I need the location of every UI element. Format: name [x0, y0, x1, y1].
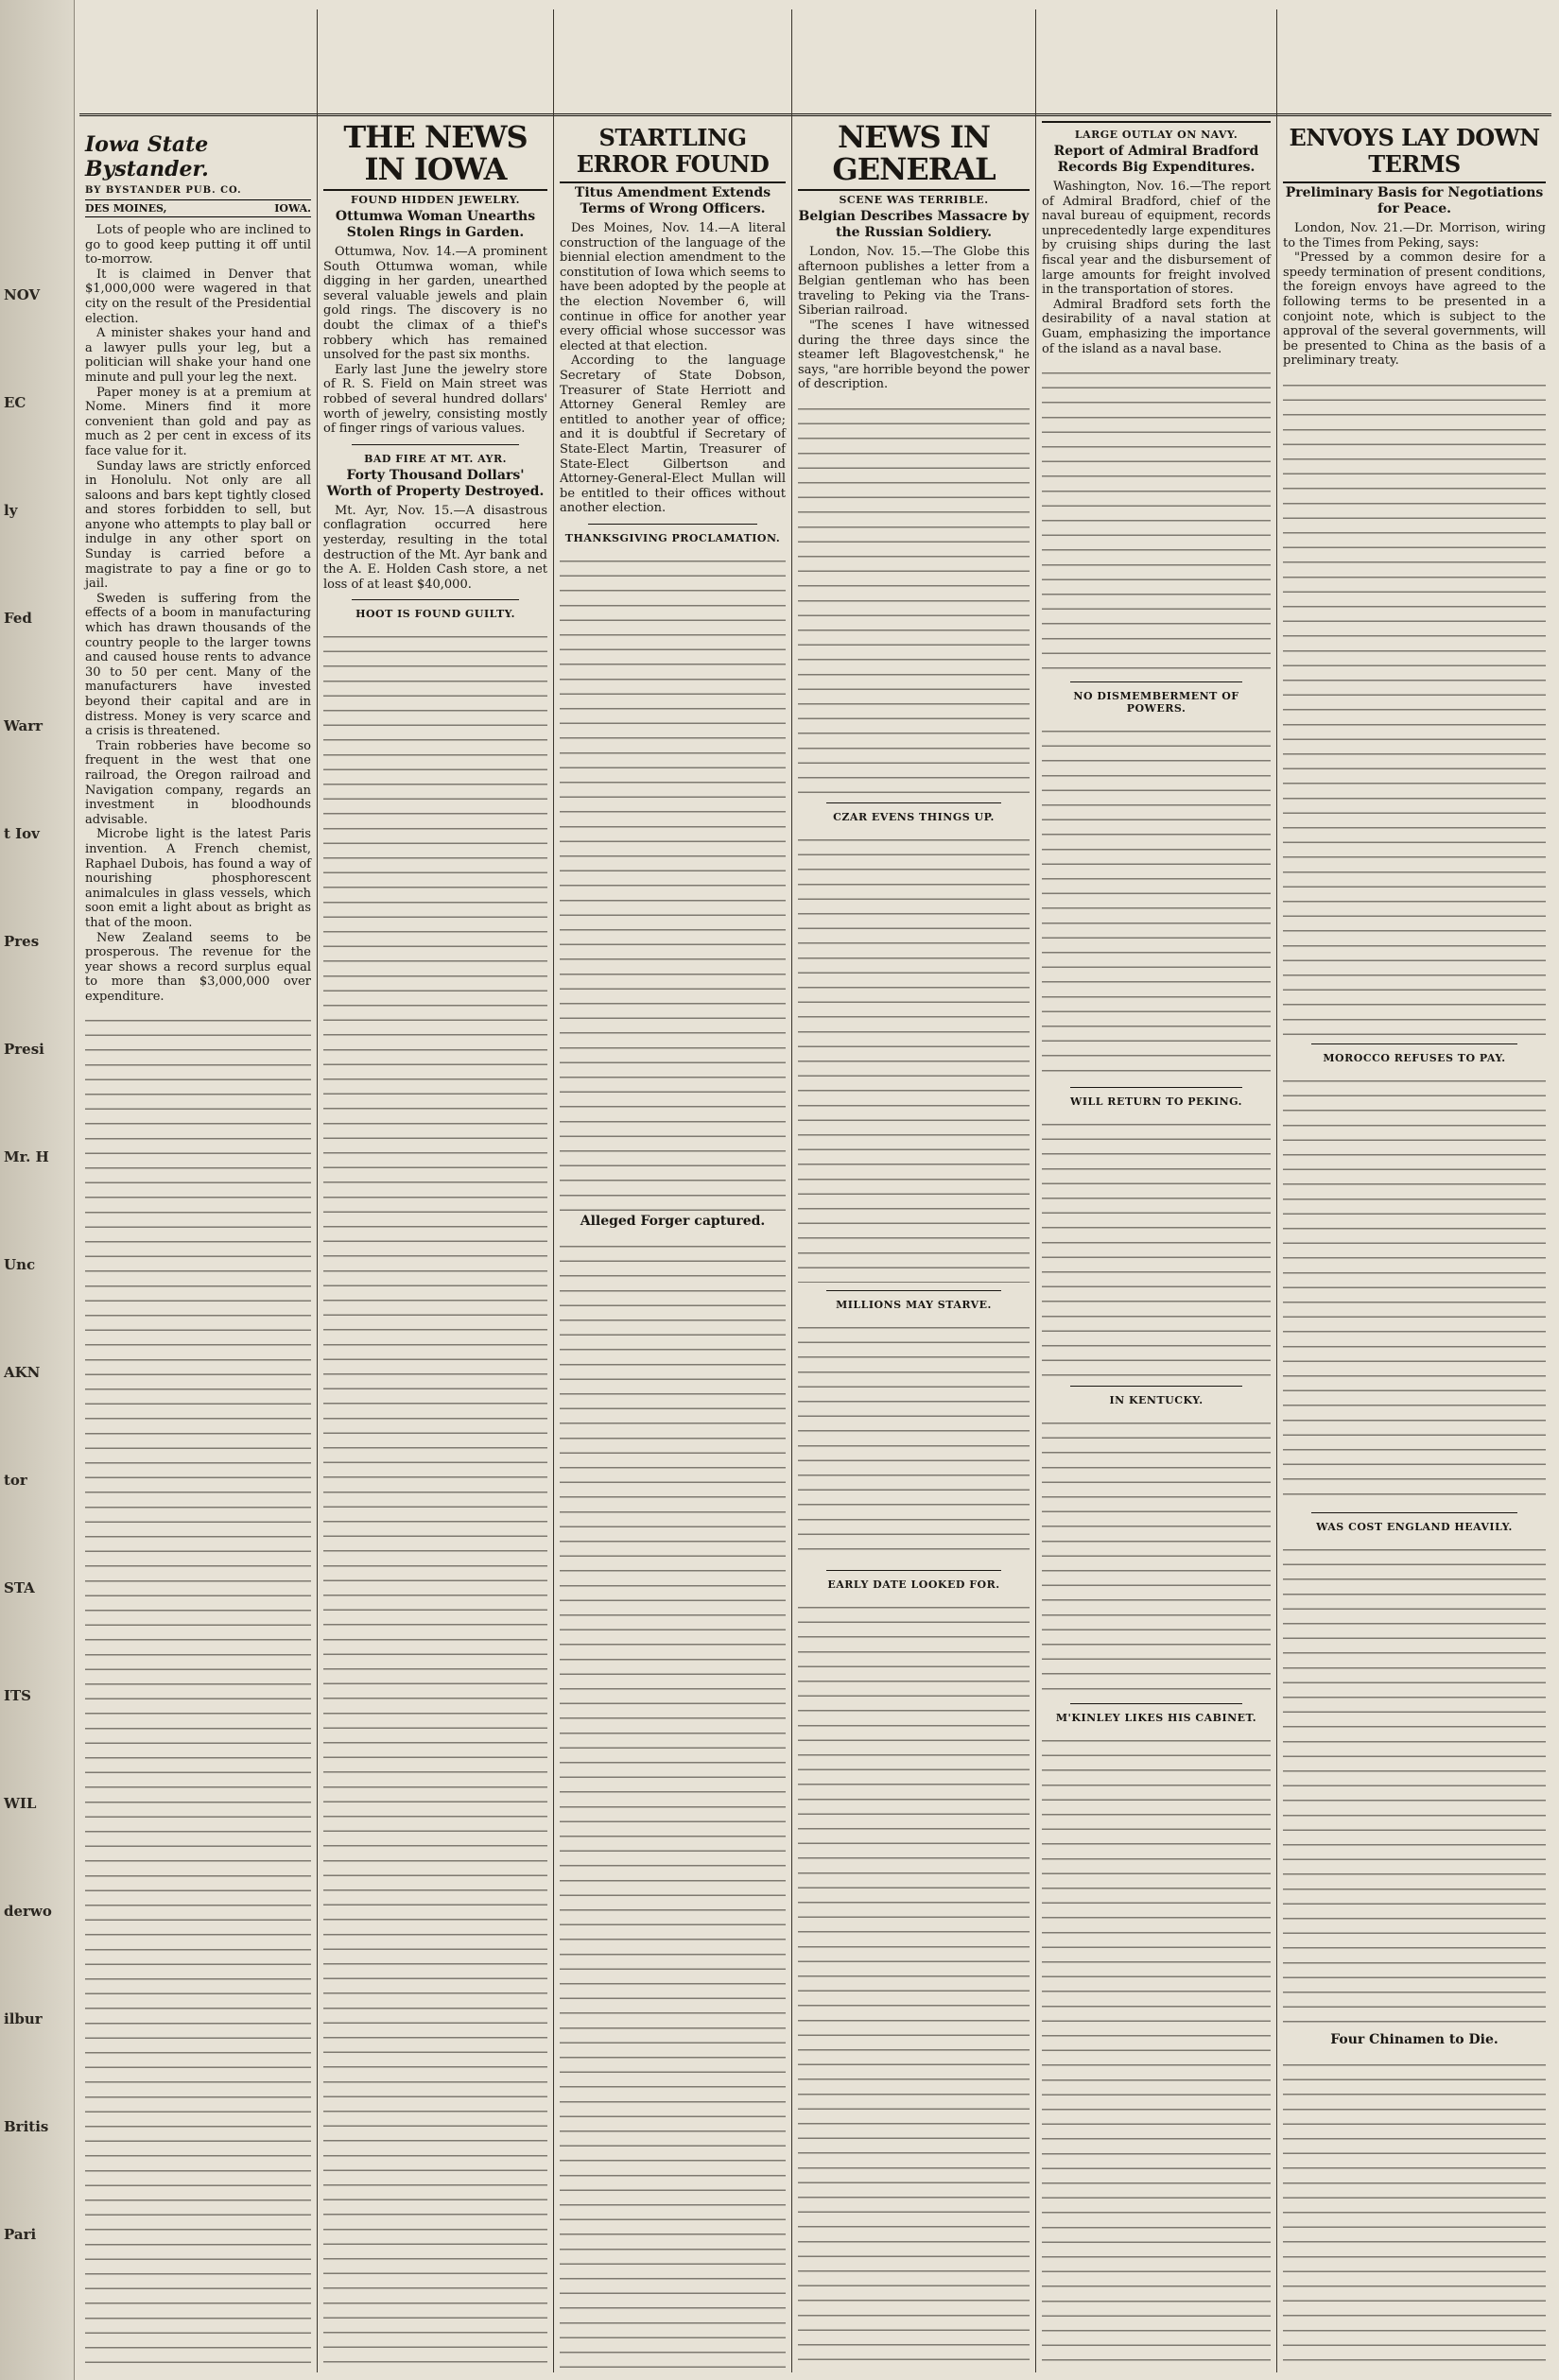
paragraph: London, Nov. 15.—The Globe this afternoon publishes a letter from a Belgian gentleman who has been traveling to Peking via the Trans-Siberian railroad. — [798, 245, 1030, 319]
columns — [79, 9, 1551, 2372]
edge-fragment: Britis — [4, 2118, 49, 2135]
paragraph: Train robberies have become so frequent in the west that one railroad, the Oregon railroad and Navigation company, regards an investment in bloodhounds advisable. — [85, 738, 311, 827]
edge-fragment: Pari — [4, 2226, 37, 2243]
illegible-text — [798, 829, 1030, 1283]
top-strip — [792, 9, 1035, 116]
masthead: Iowa State Bystander. — [85, 132, 209, 181]
paragraph: "The scenes I have witnessed during the three days since the steamer left Blagovestchensk," he says, "are horrible beyond the power of description. — [798, 318, 1030, 392]
illegible-text — [1283, 374, 1546, 1036]
paragraph: London, Nov. 21.—Dr. Morrison, wiring to the Times from Peking, says: — [1283, 221, 1546, 250]
paragraph: Early last June the jewelry store of R. S. Field on Main street was robbed of several hundred dollars' worth of jewelry, consisting mostly of finger rings of various values. — [323, 362, 547, 437]
paragraph: Des Moines, Nov. 14.—A literal construction of the language of the biennial election amendment to the constitution of Iowa which seems to have been adopted by the people at the election November 6, will continue in office for another year every official whose successor was elected at that election. — [560, 221, 786, 354]
paragraph: Paper money is at a premium at Nome. Miners find it more convenient than gold and pay as much as 2 per cent in excess of its face value for it. — [85, 385, 311, 458]
subheading: NO DISMEMBERMENT OF POWERS. — [1073, 690, 1239, 716]
paragraph: "Pressed by a common desire for a speedy termination of present conditions, the foreign envoys have agreed to the following terms to be presented in a conjoint note, which is subject to the approval of the several governments, will be presented to China as the basis of a preliminary treaty. — [1283, 250, 1546, 369]
subheading: IN KENTUCKY. — [1109, 1394, 1204, 1407]
paragraph: It is claimed in Denver that $1,000,000 were wagered in that city on the result of the Presidential election. — [85, 267, 311, 326]
headline: STARTLING ERROR FOUND — [560, 125, 786, 183]
edge-fragment: Unc — [4, 1256, 36, 1273]
deck: Forty Thousand Dollars' Worth of Property Destroyed. — [326, 467, 545, 499]
subheading: THANKSGIVING PROCLAMATION. — [564, 531, 781, 544]
divider — [352, 444, 519, 445]
illegible-text — [560, 550, 786, 1212]
subheading: M'KINLEY LIKES HIS CABINET. — [1055, 1712, 1257, 1725]
deck: Preliminary Basis for Negotiations for Peace. — [1285, 185, 1544, 216]
state: IOWA. — [274, 202, 311, 215]
illegible-text — [560, 1235, 786, 2372]
divider — [1311, 1043, 1517, 1044]
divider — [1070, 1386, 1242, 1387]
subheading: BAD FIRE AT MT. AYR. — [364, 452, 507, 465]
illegible-text — [1283, 2054, 1546, 2372]
illegible-text — [1042, 1113, 1271, 1378]
edge-fragment: EC — [4, 394, 26, 411]
deck: Alleged Forger captured. — [580, 1213, 766, 1229]
dateline — [85, 199, 311, 217]
divider — [1311, 1512, 1517, 1513]
headline: NEWS IN GENERAL — [798, 121, 1030, 191]
subheading: MILLIONS MAY STARVE. — [836, 1298, 992, 1311]
illegible-text — [85, 1009, 311, 2372]
edge-fragment: derwo — [4, 1903, 52, 1920]
subheading: CZAR EVENS THINGS UP. — [833, 810, 995, 823]
top-strip — [79, 9, 317, 116]
column-1 — [79, 9, 318, 2372]
deck: Four Chinamen to Die. — [1330, 2031, 1498, 2047]
paragraph: Admiral Bradford sets forth the desirability of a naval station at Guam, emphasizing the importance of the island as a naval base. — [1042, 297, 1271, 356]
deck: Belgian Describes Massacre by the Russian Soldiery. — [798, 209, 1030, 240]
paragraph: According to the language Secretary of State Dobson, Treasurer of State Herriott and Attorney General Remley are entitled to another year of office; and it is doubtful if Secretary of State-Elect Martin, Treasurer of State-Elect Gilbertson and Attorney-General-Elect Mullan will be entitled to their offices without another election. — [560, 354, 786, 516]
illegible-text — [1042, 362, 1271, 674]
paragraph: Mt. Ayr, Nov. 15.—A disastrous conflagration occurred here yesterday, resulting in the total destruction of the Mt. Ayr bank and the A. E. Holden Cash store, a net loss of at least $40,000. — [323, 503, 547, 592]
divider — [826, 1290, 1001, 1291]
edge-fragment: ilbur — [4, 2010, 43, 2027]
edge-fragment: ITS — [4, 1687, 32, 1704]
edge-fragment: Fed — [4, 610, 32, 627]
edge-fragment: t Iov — [4, 825, 40, 842]
top-strip — [1036, 9, 1276, 116]
paragraph: New Zealand seems to be prosperous. The revenue for the year shows a record surplus equal to more than $3,000,000 over expenditure. — [85, 930, 311, 1004]
subheading: WILL RETURN TO PEKING. — [1070, 1095, 1242, 1109]
subheading: EARLY DATE LOOKED FOR. — [827, 1578, 1000, 1591]
column-3 — [554, 9, 792, 2372]
paragraph: Ottumwa, Nov. 14.—A prominent South Ottumwa woman, while digging in her garden, unearthed several valuable jewels and plain gold rings. The discovery is no doubt the climax of a thief's robbery which has remained unsolved for the past six months. — [323, 245, 547, 363]
edge-fragment: Pres — [4, 933, 40, 950]
paragraph: Sunday laws are strictly enforced in Honolulu. Not only are all saloons and bars kept tightly closed and stores forbidden to sell, but anyone who attempts to play ball or indulge in any other sport on Sunday is carried before a magistrate to pay a fine or go to jail. — [85, 458, 311, 592]
column-2 — [318, 9, 554, 2372]
edge-fragment: Mr. H — [4, 1148, 49, 1165]
divider — [1070, 1703, 1242, 1704]
paragraph: Washington, Nov. 16.—The report of Admiral Bradford, chief of the naval bureau of equipment, records unprecedentedly large expenditures by cruising ships during the last fiscal year and the disbursement of large amounts for freight involved in the transportation of stores. — [1042, 180, 1271, 298]
illegible-text — [1042, 1412, 1271, 1696]
illegible-text — [1283, 1539, 1546, 2030]
city: DES MOINES, — [85, 202, 167, 215]
column-4 — [792, 9, 1036, 2372]
divider — [1070, 1087, 1242, 1088]
subheading: FOUND HIDDEN JEWELRY. — [351, 194, 520, 206]
divider — [1070, 681, 1242, 682]
deck: Titus Amendment Extends Terms of Wrong Officers. — [574, 185, 771, 216]
subheading: SCENE WAS TERRIBLE. — [839, 194, 989, 206]
divider — [826, 802, 1001, 803]
illegible-text — [798, 1317, 1030, 1562]
headline: THE NEWS IN IOWA — [323, 121, 547, 191]
illegible-text — [323, 626, 547, 2372]
publisher-line: BY BYSTANDER PUB. CO. — [85, 185, 242, 196]
subheading: MOROCCO REFUSES TO PAY. — [1323, 1051, 1506, 1064]
illegible-text — [1042, 1730, 1271, 2372]
edge-fragment: WIL — [4, 1795, 37, 1812]
paragraph: Microbe light is the latest Paris invention. A French chemist, Raphael Dubois, has found a way of nourishing phosphorescent animalcules in glass vessels, which soon emit a light about as bright as that of the moon. — [85, 827, 311, 930]
edge-fragment: tor — [4, 1472, 27, 1489]
edge-fragment: ly — [4, 502, 18, 519]
paragraph: Sweden is suffering from the effects of a boom in manufacturing which has drawn thousands of the country people to the larger towns and caused house rents to advance 30 to 50 per cent. Many of the manufacturers have invested beyond their capital and are in distress. Money is very scarce and a crisis is threatened. — [85, 591, 311, 739]
edge-fragment: STA — [4, 1579, 35, 1596]
top-strip — [318, 9, 553, 116]
subheading: WAS COST ENGLAND HEAVILY. — [1316, 1520, 1513, 1533]
top-strip — [554, 9, 791, 116]
subheading: LARGE OUTLAY ON NAVY. — [1074, 129, 1239, 141]
adjacent-page-edge — [0, 0, 75, 2380]
subheading: HOOT IS FOUND GUILTY. — [355, 608, 515, 621]
column-5 — [1036, 9, 1277, 2372]
illegible-text — [1283, 1070, 1546, 1505]
paragraph: A minister shakes your hand and a lawyer pulls your leg, but a politician will shake your hand one minute and pull your leg the next. — [85, 326, 311, 385]
illegible-text — [1042, 720, 1271, 1079]
illegible-text — [798, 1596, 1030, 2372]
deck: Report of Admiral Bradford Records Big Expenditures. — [1053, 144, 1259, 175]
divider — [352, 599, 519, 600]
deck: Ottumwa Woman Unearths Stolen Rings in Garden. — [335, 209, 536, 240]
paragraph-list — [85, 223, 311, 1004]
paragraph: Lots of people who are inclined to go to good keep putting it off until to-morrow. — [85, 223, 311, 267]
top-strip — [1277, 9, 1551, 116]
edge-fragment: Warr — [4, 717, 43, 734]
headline: ENVOYS LAY DOWN TERMS — [1283, 125, 1546, 183]
divider — [588, 524, 757, 525]
divider — [1042, 121, 1271, 123]
edge-fragment: AKN — [4, 1364, 41, 1381]
edge-fragment: NOV — [4, 286, 41, 303]
column-6 — [1277, 9, 1551, 2372]
illegible-text — [798, 398, 1030, 795]
divider — [826, 1570, 1001, 1571]
edge-fragment: Presi — [4, 1041, 44, 1058]
